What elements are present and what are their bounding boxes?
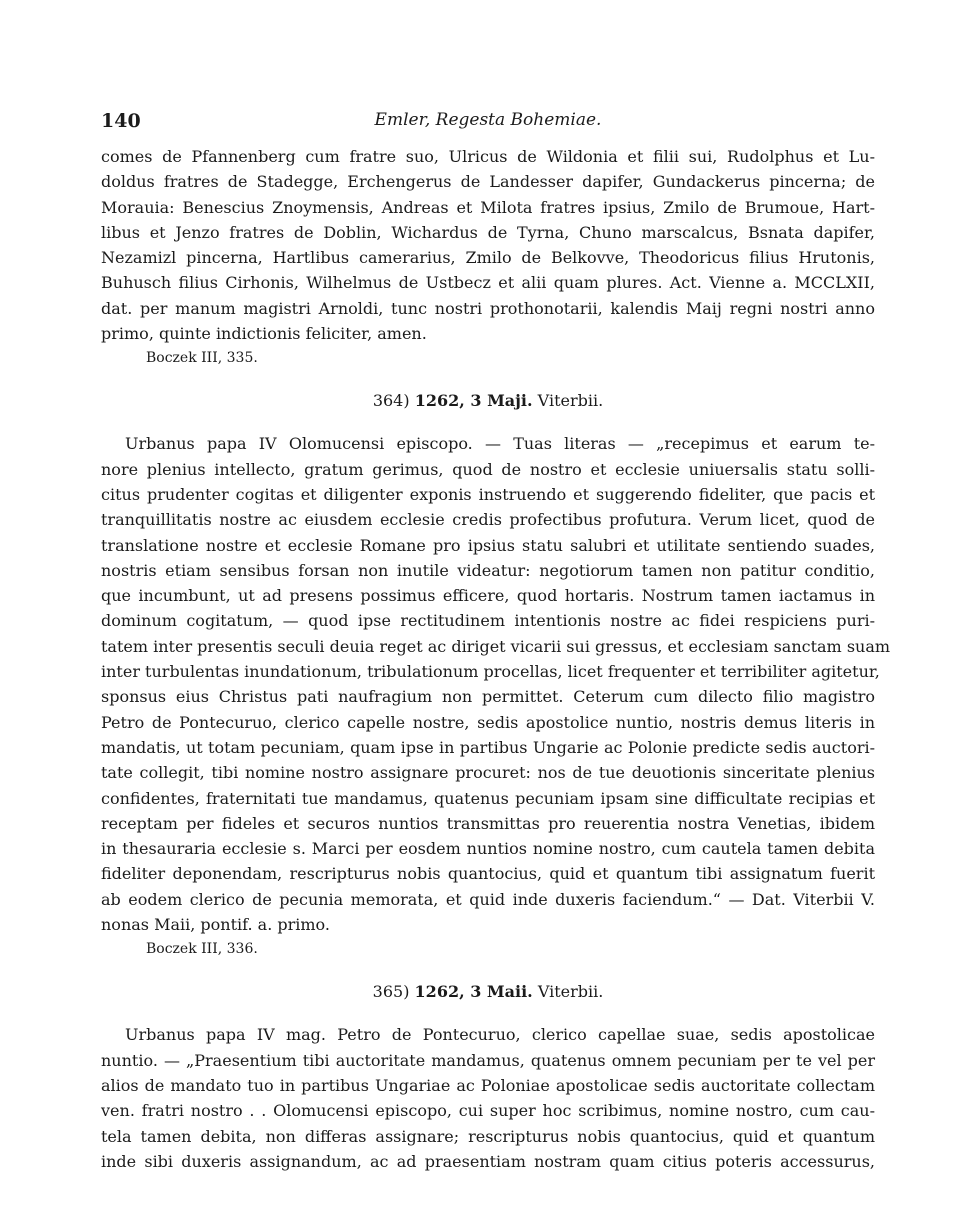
text-line: dat. per manum magistri Arnoldi, tunc nostri prothonotarii, kalendis Maij regni nostri anno: [101, 298, 875, 318]
text-line: Petro de Pontecuruo, clerico capelle nostre, sedis apostolice nuntio, nostris demus literis in: [101, 712, 875, 732]
entry-place: Viterbii.: [537, 982, 604, 1002]
entry-number: 364): [372, 391, 410, 411]
text-line: ven. fratri nostro . . Olomucensi episcopo, cui super hoc scribimus, nomine nostro, cum cau-: [101, 1101, 875, 1121]
text-line: nuntio. — „Praesentium tibi auctoritate mandamus, quatenus omnem pecuniam per te vel per: [101, 1050, 875, 1070]
text-line: translatione nostre et ecclesie Romane pro ipsius statu salubri et utilitate sentiendo suades,: [101, 535, 875, 555]
text-line: in thesauraria ecclesie s. Marci per eosdem nuntios nomine nostro, cum cautela tamen debita: [101, 839, 875, 859]
text-line: receptam per fideles et securos nuntios transmittas pro reuerentia nostra Venetias, ibidem: [101, 813, 875, 833]
entry-date: 1262, 3 Maii.: [414, 982, 533, 1002]
text-line: tela tamen debita, non differas assignare; rescripturus nobis quantocius, quid et quantum: [101, 1126, 875, 1146]
text-line: fideliter deponendam, rescripturus nobis quantocius, quid et quantum tibi assignatum fuerit: [101, 864, 875, 884]
page: [101, 108, 891, 1174]
text-line: tate collegit, tibi nomine nostro assignare procuret: nos de tue deuotionis sinceritate plenius: [101, 763, 875, 783]
entry-text: [101, 431, 891, 937]
entry-text: [101, 1022, 875, 1174]
text-line: Buhusch filius Cirhonis, Wilhelmus de Ustbecz et alii quam plures. Act. Vienne a. MCCLXII,: [101, 273, 875, 293]
text-line: Urbanus papa IV Olomucensi episcopo. — Tuas literas — „recepimus et earum te-: [125, 434, 875, 454]
text-line: mandatis, ut totam pecuniam, quam ipse in partibus Ungarie ac Polonie predicte sedis auctori-: [101, 737, 875, 757]
text-line: sponsus eius Christus pati naufragium non permittet. Ceterum cum dilecto filio magistro: [101, 687, 875, 707]
text-line: inter turbulentas inundationum, tribulationum procellas, licet frequenter et terribiliter agitetur,: [101, 662, 880, 682]
text-line: doldus fratres de Stadegge, Erchengerus de Landesser dapifer, Gundackerus pincerna; de: [101, 172, 875, 192]
text-line: tranquillitatis nostre ac eiusdem ecclesie credis profectibus profutura. Verum licet, quod de: [101, 510, 875, 530]
entry-place: Viterbii.: [537, 391, 604, 411]
text-line: Urbanus papa IV mag. Petro de Pontecuruo, clerico capellae suae, sedis apostolicae: [125, 1025, 875, 1045]
text-line: comes de Pfannenberg cum fratre suo, Ulricus de Wildonia et filii sui, Rudolphus et Lu-: [101, 147, 875, 166]
text-line: que incumbunt, ut ad presens possimus efficere, quod hortaris. Nostrum tamen iactamus in: [101, 586, 875, 606]
source-citation: Boczek III, 335.: [146, 350, 258, 367]
entry-number: 365): [372, 982, 410, 1002]
text-line: citus prudenter cogitas et diligenter exponis instruendo et suggerendo fideliter, que pacis et: [101, 484, 875, 504]
source-citation: Boczek III, 336.: [146, 941, 258, 958]
entry-heading: [101, 979, 875, 1004]
continuation-text: [101, 144, 875, 346]
text-line: libus et Jenzo fratres de Doblin, Wichardus de Tyrna, Chuno marscalcus, Bsnata dapifer,: [101, 222, 875, 242]
running-title: Emler, Regesta Bohemiae.: [374, 110, 602, 130]
entry-heading: [101, 388, 875, 413]
running-head: [101, 108, 875, 144]
text-line: dominum cogitatum, — quod ipse rectitudinem intentionis nostre ac fidei respiciens puri-: [101, 611, 875, 631]
text-line: confidentes, fraternitati tue mandamus, quatenus pecuniam ipsam sine difficultate recipias et: [101, 788, 875, 808]
text-line: alios de mandato tuo in partibus Ungariae ac Poloniae apostolicae sedis auctoritate collectam: [101, 1075, 875, 1095]
text-line: primo, quinte indictionis feliciter, amen.: [101, 324, 427, 344]
text-line: tatem inter presentis seculi deuia reget ac diriget vicarii sui gressus, et ecclesiam sanctam suam: [101, 636, 891, 656]
text-line: nore plenius intellecto, gratum gerimus, quod de nostro et ecclesie uniuersalis statu solli-: [101, 459, 875, 479]
page-number: 140: [101, 110, 141, 132]
text-line: ab eodem clerico de pecunia memorata, et quid inde duxeris faciendum.“ — Dat. Viterbii V.: [101, 889, 875, 909]
text-line: Morauia: Benescius Znoymensis, Andreas et Milota fratres ipsius, Zmilo de Brumoue, Hart-: [101, 197, 875, 217]
text-line: inde sibi duxeris assignandum, ac ad praesentiam nostram quam citius poteris accessurus,: [101, 1151, 875, 1171]
text-line: nostris etiam sensibus forsan non inutile videatur: negotiorum tamen non patitur conditio,: [101, 560, 875, 580]
text-line: nonas Maii, pontif. a. primo.: [101, 915, 330, 935]
entry-date: 1262, 3 Maji.: [414, 391, 533, 411]
text-line: Nezamizl pincerna, Hartlibus camerarius, Zmilo de Belkovve, Theodoricus filius Hrutonis,: [101, 248, 875, 268]
